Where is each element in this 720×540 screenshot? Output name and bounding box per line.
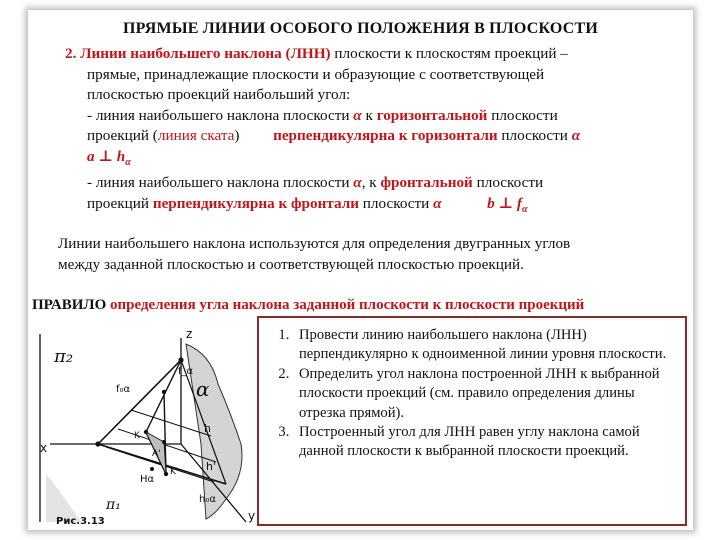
lnn-heading: Линии наибольшего наклона (ЛНН) (80, 45, 331, 62)
item-2-body (65, 65, 685, 221)
text: проекций ( (87, 127, 158, 144)
text: проекций (87, 194, 153, 212)
label-x: x (40, 441, 48, 455)
formula-subscript: α (125, 156, 131, 168)
rule-heading (32, 297, 697, 314)
text: плоскости (487, 106, 558, 124)
text: - линия наибольшего наклона плоскости (87, 106, 354, 124)
text: ) (234, 127, 240, 144)
alpha-symbol: α (571, 127, 581, 144)
highlight-frontal: фронтальной (380, 174, 473, 192)
label-ap: A' (152, 449, 161, 459)
label-z: z (186, 327, 193, 341)
item-number: 2. (65, 45, 77, 62)
steps-box (257, 316, 687, 526)
label-h0a: h₀α (199, 494, 216, 505)
slide (28, 10, 693, 530)
text: - линия наибольшего наклона плоскости (87, 174, 354, 192)
item-2-line6 (87, 147, 685, 174)
steps-list (265, 326, 677, 462)
highlight-perp-frontal: перпендикулярна к фронтали (152, 194, 359, 212)
label-ha: Hα (140, 474, 155, 485)
usage-line2: между заданной плоскостью и соответствующей плоскостью проекций. (58, 255, 524, 273)
text: плоскости (472, 174, 544, 192)
usage-paragraph (58, 234, 688, 275)
label-pi1: π₁ (106, 497, 121, 513)
rule-word: ПРАВИЛО (32, 297, 107, 313)
figure-3-13 (36, 324, 268, 530)
lnn-heading-rest: плоскости к плоскостям проекций – (330, 45, 568, 62)
slide-title: ПРЯМЫЕ ЛИНИИ ОСОБОГО ПОЛОЖЕНИЯ В ПЛОСКОСТИ (122, 20, 599, 37)
alpha-symbol: α (433, 194, 442, 212)
item-2-line2: прямые, принадлежащие плоскости и образующие с соответствующей (87, 65, 545, 83)
step-1: 1. Провести линию наибольшего наклона (ЛНН) перпендикулярно к одноименной линии уровня плоскости. (293, 326, 677, 365)
highlight-slope-line: линия ската (157, 127, 235, 144)
formula-b-perp-f: b ⊥ f (487, 194, 522, 212)
item-2 (65, 44, 685, 220)
alpha-symbol: α (353, 106, 362, 124)
formula-subscript: α (521, 203, 528, 215)
item-2-line1 (65, 44, 685, 65)
item-2-line8 (87, 194, 685, 221)
geometry-diagram (36, 324, 268, 530)
label-ka: K (134, 431, 140, 441)
usage-line1: Линии наибольшего наклона используются для определения двугранных углов (58, 235, 571, 252)
text: плоскости (359, 194, 434, 212)
figure-caption: Рис.3.13 (56, 516, 105, 527)
highlight-horizontal: горизонтальной (376, 106, 488, 124)
label-fa: f_α (178, 366, 194, 377)
rule-rest: определения угла наклона заданной плоскости к плоскости проекций (106, 297, 585, 313)
item-2-line5 (87, 126, 685, 147)
label-alpha: α (196, 377, 210, 401)
text: плоскости (497, 127, 572, 144)
highlight-perp-horizontal: перпендикулярна к горизонтали (273, 127, 498, 144)
item-2-line3: плоскостью проекций наибольший угол: (87, 86, 351, 103)
text: к (361, 106, 377, 124)
label-y: y (248, 509, 256, 523)
label-pi2: π₂ (54, 346, 74, 367)
alpha-symbol: α (353, 174, 362, 192)
item-2-line4 (87, 106, 685, 127)
label-h: h (204, 422, 211, 435)
label-f0a: f₀α (116, 384, 131, 395)
step-3: 3. Построенный угол для ЛНН равен углу наклона самой данной плоскости к выбранной плоскости проекций. (293, 423, 677, 462)
step-2: 2. Определить угол наклона построенной ЛНН к выбранной плоскости проекций (см. правило определения длины отрезка прямой). (293, 365, 677, 423)
text: , к (361, 174, 381, 192)
label-kp: K' (170, 467, 179, 477)
formula-a-perp-h: a ⊥ h (87, 147, 126, 165)
item-2-line7 (87, 173, 685, 194)
label-hp: h' (206, 460, 216, 473)
